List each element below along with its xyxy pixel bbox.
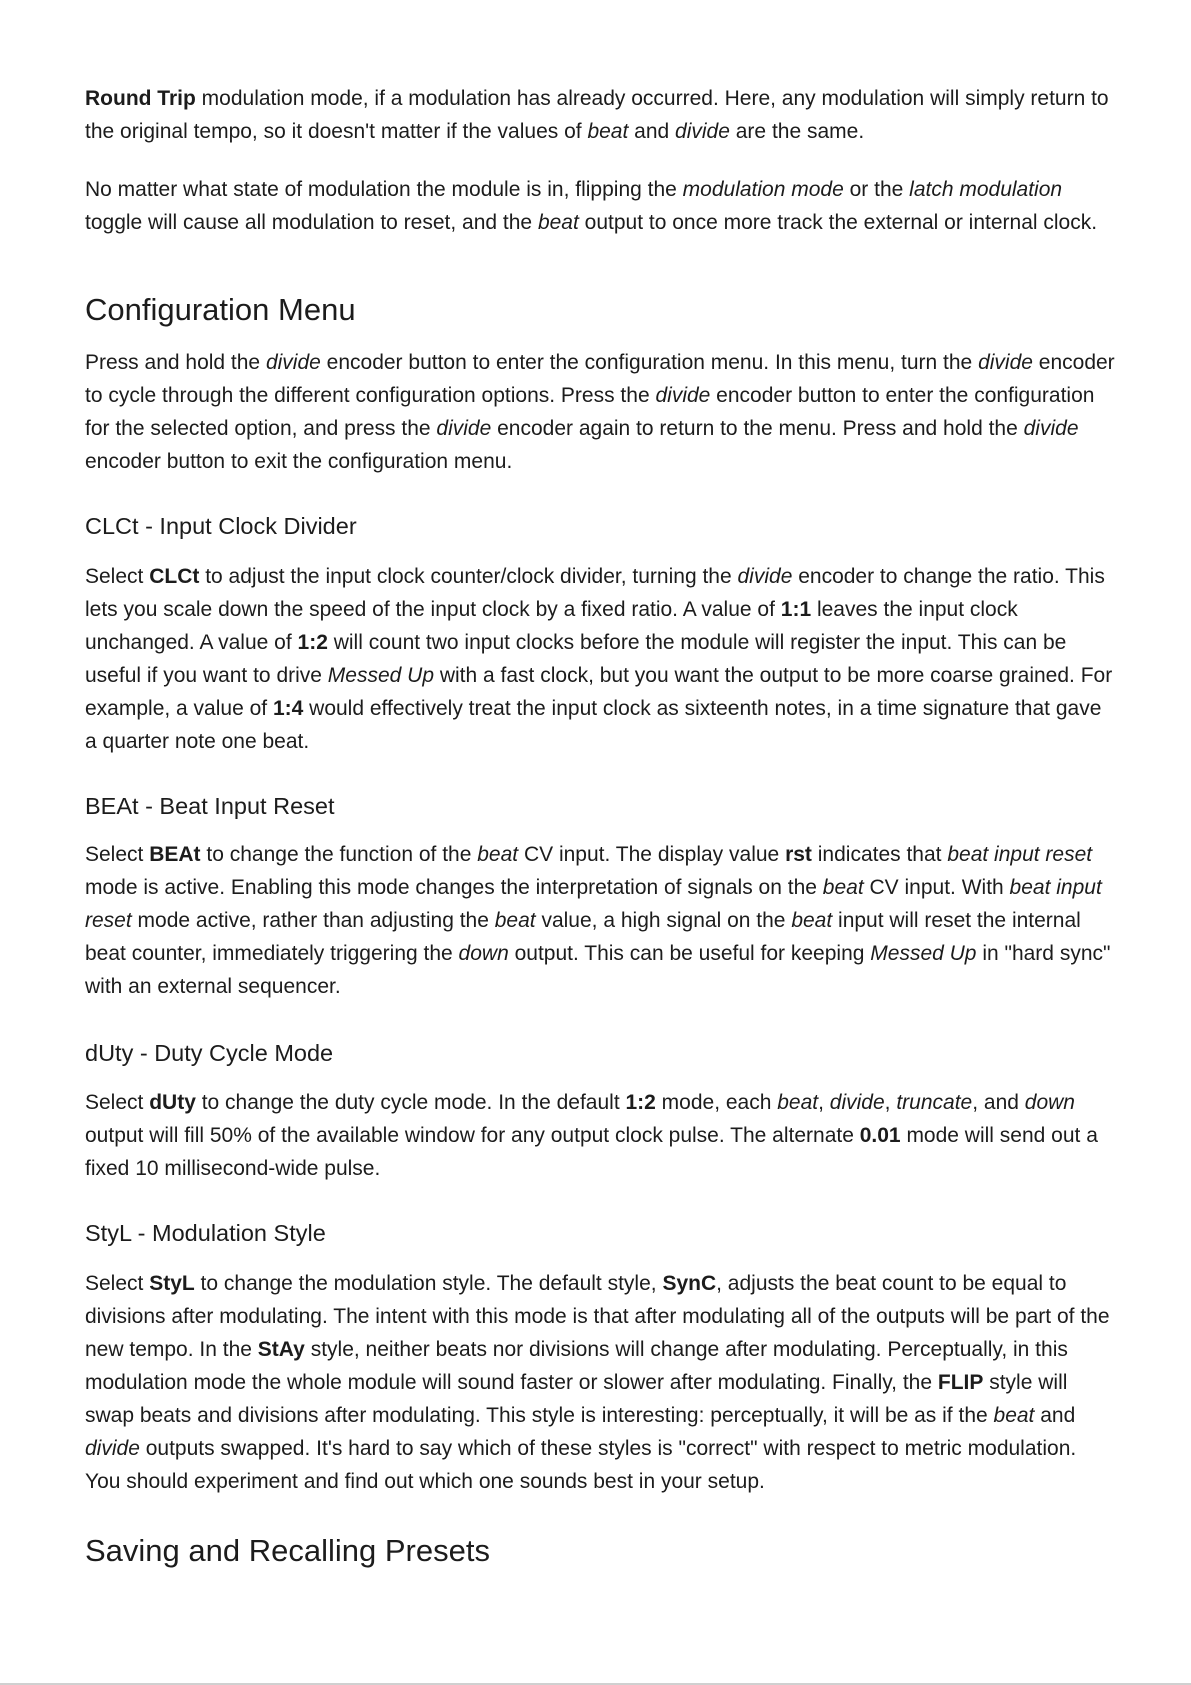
italic-term: beat [477,843,519,866]
text-run: with a fast clock, but you want the output to be more coarse grained. For example, a value of [85,664,1113,720]
text-run: No matter what state of modulation the module is in, flipping the [85,178,683,201]
bold-term: dUty [149,1091,196,1114]
bold-term: 1:2 [625,1091,656,1114]
bold-term: 0.01 [859,1124,901,1147]
bold-term: BEAt [149,843,201,866]
text-run: encoder to cycle through the different configuration options. Press the [85,351,1115,407]
bold-term: rst [785,843,812,866]
text-run: toggle will cause all modulation to reset, and the [85,211,538,234]
text-run: indicates that [811,843,948,866]
text-run: encoder again to return to the menu. Press and hold the [491,417,1024,440]
italic-term: modulation mode [682,178,844,201]
italic-term: beat [494,909,536,932]
text-run: CV input. With [863,876,1010,899]
text-run: mode will send out a fixed 10 millisecond-wide pulse. [85,1124,1098,1180]
bold-term: Round Trip [85,87,196,110]
text-run: Select [85,565,150,588]
text-run: to change the function of the [200,843,478,866]
italic-term: divide [675,120,730,143]
text-run: would effectively treat the input clock as sixteenth notes, in a time signature that gave a quarter note one beat. [85,697,1102,753]
italic-term: down [1024,1091,1075,1114]
italic-term: beat [822,876,864,899]
italic-term: Messed Up [327,664,435,687]
text-run: output. This can be useful for keeping [508,942,871,965]
italic-term: beat [993,1404,1035,1427]
italic-term: beat input reset [947,843,1093,866]
text-run: and [1034,1404,1076,1427]
text-run: Select [85,1091,150,1114]
bold-term: 1:2 [297,631,328,654]
text-run: , adjusts the beat count to be equal to divisions after modulating. The intent with this mode is that after modulating all of the outputs will be part of the new tempo. In the [85,1272,1110,1361]
bold-term: SynC [662,1272,717,1295]
paragraph-style [85,1267,1115,1498]
text-run: outputs swapped. It's hard to say which of these styles is "correct" with respect to metric modulation. You should experiment and find out which one sounds best in your setup. [85,1437,1077,1493]
text-run: mode active, rather than adjusting the [131,909,495,932]
bold-term: StAy [257,1338,305,1361]
italic-term: beat [587,120,629,143]
italic-term: divide [265,351,321,374]
paragraph-beat [85,838,1115,1003]
text-run: are the same. [729,120,865,143]
text-run: mode, each [655,1091,778,1114]
text-run: to change the duty cycle mode. In the default [195,1091,626,1114]
text-run: mode is active. Enabling this mode changes the interpretation of signals on the [85,876,823,899]
italic-term: divide [85,1437,140,1460]
heading-modulation-style: StyL - Modulation Style [85,1220,326,1246]
italic-term: beat input reset [85,876,1102,932]
text-run: encoder to change the ratio. This lets you scale down the speed of the input clock by a fixed ratio. A value of [85,565,1105,621]
text-run: style, neither beats nor divisions will change after modulating. Perceptually, in this modulation mode the whole module will sound faster or slower after modulating. Finally, the [85,1338,1068,1394]
italic-term: divide [829,1091,885,1114]
paragraph-clct [85,560,1115,758]
text-run: encoder button to enter the configuration menu. In this menu, turn the [320,351,979,374]
text-run: will count two input clocks before the module will register the input. This can be useful if you want to drive [85,631,1067,687]
text-run: , and [972,1091,1025,1114]
text-run: Select [85,843,150,866]
paragraph-configuration-menu [85,346,1115,478]
text-run: , [884,1091,897,1114]
italic-term: divide [1023,417,1079,440]
italic-term: divide [737,565,793,588]
bold-term: 1:4 [272,697,304,720]
text-run: modulation mode, if a modulation has already occurred. Here, any modulation will simply return to the original tempo, so it doesn't matter if the values of [85,87,1109,143]
text-run: Select [85,1272,150,1295]
text-run: and [628,120,676,143]
italic-term: divide [978,351,1033,374]
italic-term: divide [436,417,492,440]
italic-term: down [458,942,509,965]
bold-term: CLCt [149,565,200,588]
text-run: style will swap beats and divisions after modulating. This style is interesting: perceptually, it will be as if the [85,1371,1068,1427]
text-run: value, a high signal on the [535,909,792,932]
text-run: input will reset the internal beat counter, immediately triggering the [85,909,1081,965]
italic-term: latch modulation [909,178,1063,201]
heading-beat-input-reset: BEAt - Beat Input Reset [85,793,335,819]
italic-term: truncate [896,1091,973,1114]
text-run: Press and hold the [85,351,266,374]
text-run: or the [843,178,910,201]
text-run: to change the modulation style. The default style, [194,1272,663,1295]
italic-term: beat [791,909,833,932]
text-run: in "hard sync" with an external sequencer. [85,942,1111,998]
text-run: output to once more track the external or internal clock. [578,211,1098,234]
text-run: output will fill 50% of the available window for any output clock pulse. The alternate [85,1124,860,1147]
italic-term: beat [777,1091,819,1114]
paragraph-round-trip-return [85,82,1115,148]
italic-term: beat [537,211,579,234]
italic-term: Messed Up [870,942,977,965]
text-run: encoder button to exit the configuration menu. [85,450,513,473]
paragraph-duty [85,1086,1115,1185]
heading-saving-recalling-presets: Saving and Recalling Presets [85,1533,490,1568]
text-run: leaves the input clock unchanged. A value of [85,598,1018,654]
text-run: to adjust the input clock counter/clock divider, turning the [199,565,738,588]
italic-term: divide [655,384,711,407]
heading-duty-cycle-mode: dUty - Duty Cycle Mode [85,1040,334,1066]
text-run: , [818,1091,830,1114]
text-run: encoder button to enter the configuration for the selected option, and press the [85,384,1095,440]
bold-term: 1:1 [780,598,812,621]
text-run: CV input. The display value [518,843,786,866]
heading-configuration-menu: Configuration Menu [85,292,356,327]
heading-clct-input-clock-divider: CLCt - Input Clock Divider [85,513,357,539]
bold-term: FLIP [937,1371,984,1394]
bold-term: StyL [149,1272,195,1295]
paragraph-modulation-reset [85,173,1115,239]
